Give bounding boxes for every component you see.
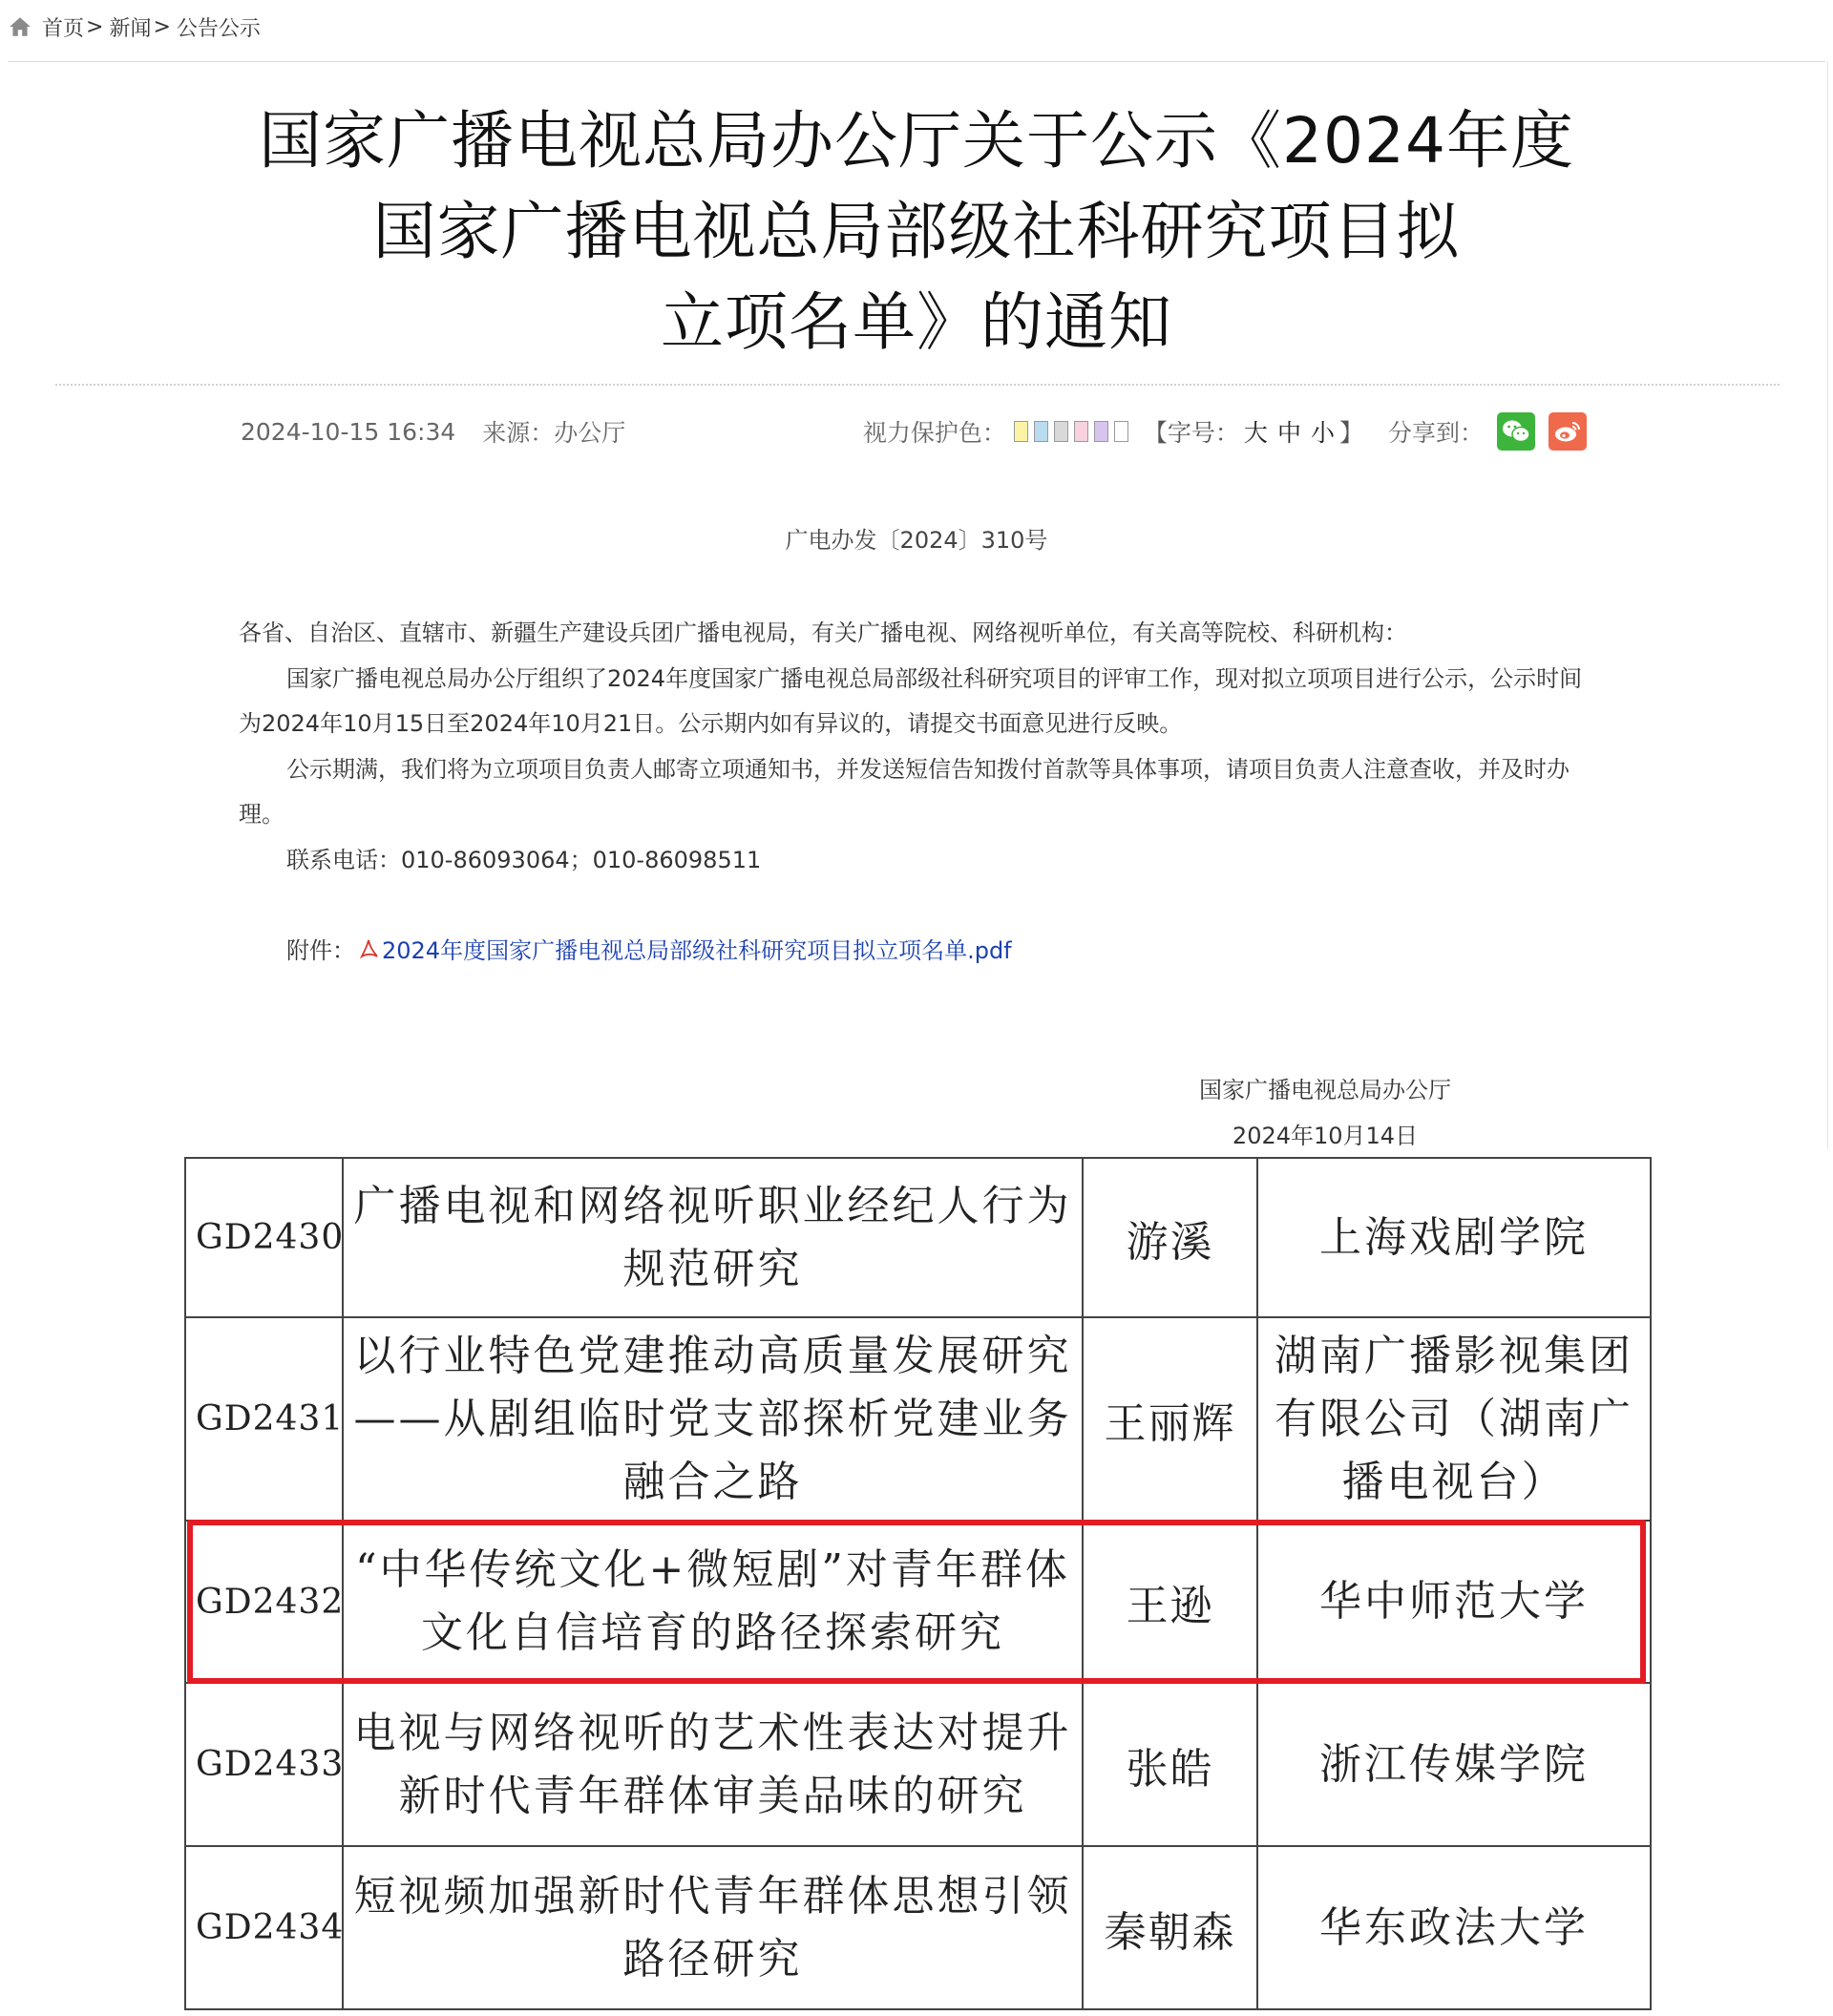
document-number: 广电办发〔2024〕310号 (785, 527, 1048, 554)
project-code: GD2430 (185, 1158, 343, 1317)
project-org: 华东政法大学 (1257, 1846, 1651, 2009)
share-bar (1388, 412, 1587, 451)
header-divider (8, 61, 1825, 62)
article-body (239, 611, 1594, 883)
project-code: GD2432 (185, 1521, 343, 1683)
share-label: 分享到： (1387, 419, 1484, 447)
title-line: 国家广播电视总局办公厅关于公示《2024年度 (259, 104, 1574, 178)
table-row (185, 1317, 1651, 1521)
attachment-label: 附件： (286, 937, 355, 964)
project-code: GD2434 (185, 1846, 343, 2009)
eye-color-swatch[interactable] (1034, 421, 1048, 442)
breadcrumb (8, 8, 261, 46)
project-title: 以行业特色党建推动高质量发展研究——从剧组临时党支部探析党建业务融合之路 (343, 1317, 1083, 1521)
table-row (185, 1158, 1651, 1317)
eye-color-swatch[interactable] (1074, 421, 1088, 442)
body-paragraph: 公示期满，我们将为立项项目负责人邮寄立项通知书，并发送短信告知拨付首款等具体事项，请项目负责人注意查收，并及时办理。 (239, 755, 1570, 828)
breadcrumb-announcements[interactable]: 公告公示 (176, 16, 261, 41)
article-source: 来源：办公厅 (482, 419, 626, 447)
weibo-icon[interactable] (1549, 412, 1587, 451)
table-row (185, 1683, 1651, 1846)
signoff-date: 2024年10月14日 (1232, 1123, 1419, 1149)
body-paragraph: 国家广播电视总局办公厅组织了2024年度国家广播电视总局部级社科研究项目的评审工作，现对拟立项项目进行公示，公示时间为2024年10月15日至2024年10月21日。公示期内如有异议的，请提交书面意见进行反映。 (239, 664, 1583, 737)
pdf-icon (359, 937, 380, 960)
table-row (185, 1846, 1651, 2009)
project-title: “中华传统文化+微短剧”对青年群体文化自信培育的路径探索研究 (343, 1521, 1083, 1683)
title-divider (55, 384, 1780, 386)
attachment-link[interactable]: 2024年度国家广播电视总局部级社科研究项目拟立项名单.pdf (382, 937, 1012, 964)
eye-color-swatch[interactable] (1114, 421, 1128, 442)
eye-protect-label: 视力保护色： (862, 419, 1006, 447)
breadcrumb-separator: > (86, 14, 104, 39)
project-title: 电视与网络视听的艺术性表达对提升新时代青年群体审美品味的研究 (343, 1683, 1083, 1846)
project-title: 短视频加强新时代青年群体思想引领路径研究 (343, 1846, 1083, 2009)
project-org: 华中师范大学 (1257, 1521, 1651, 1683)
breadcrumb-home[interactable]: 首页 (42, 16, 85, 41)
attachment (286, 932, 1012, 965)
font-size-small[interactable]: 小 (1310, 419, 1335, 447)
project-leader: 王逊 (1083, 1521, 1257, 1683)
eye-color-swatch[interactable] (1014, 421, 1028, 442)
font-size-suffix: 】 (1338, 419, 1363, 447)
font-size-large[interactable]: 大 (1243, 419, 1268, 447)
project-code: GD2433 (185, 1683, 343, 1846)
breadcrumb-separator: > (153, 14, 171, 39)
project-org: 上海戏剧学院 (1257, 1158, 1651, 1317)
title-line: 国家广播电视总局部级社科研究项目拟 (372, 195, 1461, 268)
publish-date: 2024-10-15 16:34 (241, 417, 456, 446)
font-size-medium[interactable]: 中 (1276, 419, 1301, 447)
project-org: 浙江传媒学院 (1257, 1683, 1651, 1846)
contact-info: 联系电话：010-86093064；010-86098511 (286, 846, 762, 873)
salutation: 各省、自治区、直辖市、新疆生产建设兵团广播电视局，有关广播电视、网络视听单位，有关高等院校、科研机构： (239, 620, 1407, 646)
project-leader: 秦朝森 (1083, 1846, 1257, 2009)
signoff-org: 国家广播电视总局办公厅 (1199, 1077, 1451, 1103)
font-size-prefix: 【字号： (1143, 419, 1239, 447)
content-border (1827, 61, 1828, 1149)
project-leader: 王丽辉 (1083, 1317, 1257, 1521)
project-code: GD2431 (185, 1317, 343, 1521)
eye-color-swatch[interactable] (1094, 421, 1108, 442)
eye-protect-swatches (1014, 421, 1128, 442)
signoff (1134, 1067, 1516, 1159)
highlight-box (187, 1520, 1646, 1684)
font-size-control (1144, 414, 1363, 449)
project-title: 广播电视和网络视听职业经纪人行为规范研究 (343, 1158, 1083, 1317)
article-meta (241, 410, 1587, 452)
project-leader: 游溪 (1083, 1158, 1257, 1317)
home-icon[interactable] (8, 14, 32, 39)
page-title (191, 95, 1642, 368)
breadcrumb-news[interactable]: 新闻 (109, 16, 152, 41)
eye-color-swatch[interactable] (1054, 421, 1068, 442)
project-leader: 张皓 (1083, 1683, 1257, 1846)
project-org: 湖南广播影视集团有限公司（湖南广播电视台） (1257, 1317, 1651, 1521)
title-line: 立项名单》的通知 (661, 285, 1172, 359)
wechat-icon[interactable] (1497, 412, 1535, 451)
